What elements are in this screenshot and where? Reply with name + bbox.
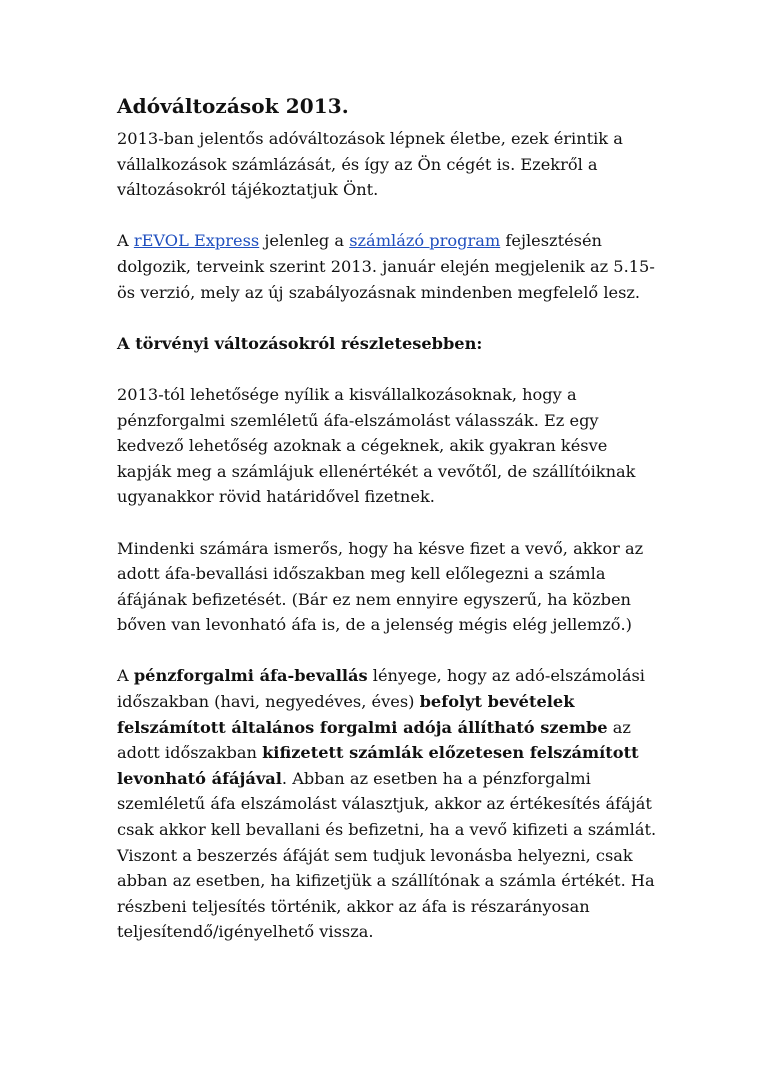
- text-span: az adott időszakban: [117, 717, 631, 763]
- small-business-paragraph: 2013-tól lehetősége nyílik a kisvállalkozásoknak, hogy a pénzforgalmi szemléletű áfa-elszámolást válasszák. Ez egy kedvező lehetőség azoknak a cégeknek, akik gyakran késve kapják meg a számlájuk ellenértékét a vevőtől, de szállítóiknak ugyanakkor rövid határidővel fizetnek.: [117, 384, 636, 507]
- late-payment-paragraph: Mindenki számára ismerős, hogy ha késve fizet a vevő, akkor az adott áfa-bevallási időszakban meg kell előlegezni a számla áfájának befizetését. (Bár ez nem ennyire egyszerű, ha közben bőven van levonható áfa is, de a jelenség mégis elég jellemző.): [117, 538, 644, 635]
- bold-term: pénzforgalmi áfa-bevallás: [133, 666, 368, 686]
- intro-paragraph: 2013-ban jelentős adóváltozások lépnek életbe, ezek érintik a vállalkozások számlázását, és így az Ön cégét is. Ezekről a változásokról tájékoztatjuk Önt.: [117, 129, 623, 200]
- cash-vat-paragraph: [117, 663, 657, 945]
- bold-term: kifizetett számlák előzetesen felszámított levonható áfájával: [117, 743, 639, 788]
- revol-paragraph: [117, 228, 657, 305]
- text-span: A: [117, 666, 134, 686]
- text-span: . Abban az esetben ha a pénzforgalmi szemléletű áfa elszámolást választjuk, akkor az értékesítés áfáját csak akkor kell bevallani és befizetni, ha a vevő kifizeti a számlát. Viszont a beszerzés áfáját sem tudjuk levonásba helyezni, csak abban az esetben, ha kifizetjük a szállítónak a számla értékét. Ha részbeni teljesítés történik, akkor az áfa is részarányosan teljesítendő/igényelhető vissza.: [117, 768, 657, 942]
- document-title: Adóváltozások 2013.: [117, 94, 349, 118]
- bold-term: befolyt bevételek felszámított általános forgalmi adója állítható szembe: [117, 692, 608, 737]
- text-span: jelenleg a: [259, 231, 350, 251]
- text-span: A: [117, 231, 134, 251]
- document-page: [117, 92, 657, 971]
- text-span: lényege, hogy az adó-elszámolási időszakban (havi, negyedéves, éves): [117, 666, 645, 712]
- revol-express-link[interactable]: rEVOL Express: [133, 231, 260, 251]
- text-span: fejlesztésén dolgozik, terveink szerint 2013. január elején megjelenik az 5.15-ös verzió, mely az új szabályozásnak mindenben megfelelő lesz.: [117, 231, 655, 302]
- section-heading: A törvényi változásokról részletesebben:: [117, 333, 483, 353]
- invoicing-program-link[interactable]: számlázó program: [349, 231, 501, 251]
